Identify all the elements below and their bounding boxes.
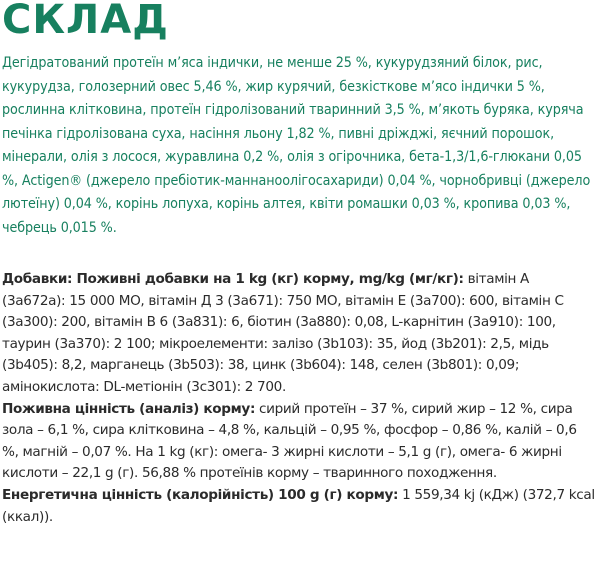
nutrition-paragraph xyxy=(0,399,596,485)
nutrition-text: сирий протеїн – 37 %, сирий жир – 12 %, сира зола – 6,1 %, сира клітковина – 4,8 %, кальцій – 0,95 %, фосфор – 0,86 %, калій – 0,6 %, магній – 0,07 %. На 1 kg (кг): омега- 3 жирні кислоти – 5,1 g (г), омега- 6 жирні кислоти – 22,1 g (г). 56,88 % протеїнів корму – тваринного походження. xyxy=(2,400,577,482)
additives-paragraph xyxy=(0,269,596,399)
additives-text: вітамін А (3a672a): 15 000 МО, вітамін Д 3 (3a671): 750 МО, вітамін Е (3a700): 600, вітамін С (3a300): 200, вітамін В 6 (3a831): 6, біотин (3a880): 0,08, L-карнітин (3a910): 100, таурин (3a370): 2 100; мікроелементи: залізо (3b103): 35, йод (3b201): 2,5, мідь (3b405): 8,2, марганець (3b503): 38, цинк (3b604): 148, селен (3b801): 0,09; амінокислота: DL-метіонін (3c301): 2 700. xyxy=(2,271,564,395)
energy-text: 1 559,34 kj (кДж) (372,7 kcal (ккал)). xyxy=(2,486,595,525)
section-spacer xyxy=(0,240,596,269)
energy-paragraph xyxy=(0,485,596,528)
additives-label: Добавки: Поживні добавки на 1 kg (кг) корму, mg/kg (мг/кг): xyxy=(2,271,464,287)
nutrition-label: Поживна цінність (аналіз) корму: xyxy=(2,400,256,417)
energy-label: Енергетична цінність (калорійність) 100 g (г) корму: xyxy=(2,486,399,503)
composition-title: СКЛАД xyxy=(2,0,169,43)
composition-ingredients-text: Дегідратований протеїн м’яса індички, не менше 25 %, кукурудзяний білок, рис, кукурудза, голозерний овес 5,46 %, жир курячий, безкісткове м’ясо індички 5 %, рослинна клітковина, протеїн гідролізований тваринний 3,5 %, м’якоть буряка, куряча печінка гідролізована суха, насіння льону 1,82 %, пивні дріжджі, яєчний порошок, мінерали, олія з лосося, журавлина 0,2 %, олія з огірочника, бета-1,3/1,6-глюкани 0,05 %, Actigen® (джерело пребіотик-маннаноолігосахариди) 0,04 %, чорнобривці (джерело лютеїну) 0,04 %, корінь лопуха, корінь алтея, квіти ромашки 0,03 %, кропива 0,03 %, чебрець 0,015 %. xyxy=(2,55,591,236)
